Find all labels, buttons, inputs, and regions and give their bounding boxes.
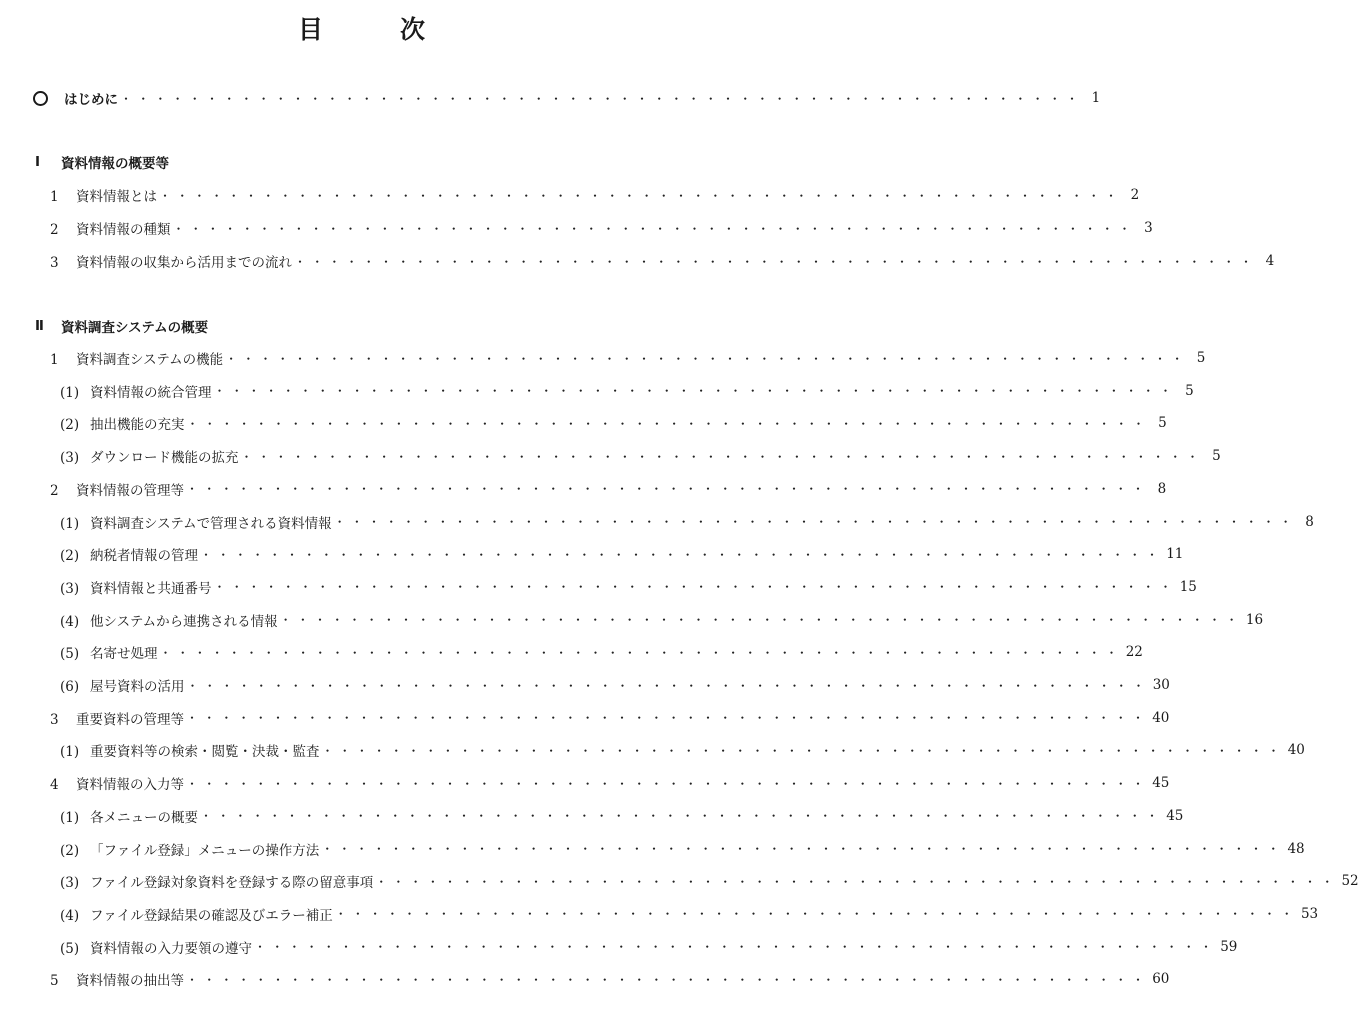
toc-entry-number: 3 (50, 711, 59, 728)
toc-entry[interactable] (0, 772, 1170, 794)
dot-leader: ・・・・・・・・・・・・・・・・・・・・・・・・・・・・・・・・・・・・・・・・・・・・・・・・・・・・・・・・ (186, 482, 1150, 497)
toc-entry-label: 各メニューの概要 (90, 809, 198, 826)
dot-leader: ・・・・・・・・・・・・・・・・・・・・・・・・・・・・・・・・・・・・・・・・・・・・・・・・・・・・・・・・ (186, 972, 1150, 987)
toc-entry[interactable] (0, 184, 1140, 206)
dot-leader: ・・・・・・・・・・・・・・・・・・・・・・・・・・・・・・・・・・・・・・・・・・・・・・・・・・・・・・・・ (240, 449, 1204, 464)
toc-entry-label: 資料情報の管理等 (76, 482, 184, 499)
toc-page-number: 5 (1196, 350, 1206, 366)
toc-page-number: 53 (1300, 905, 1319, 922)
toc-page-number: 48 (1287, 840, 1305, 857)
toc-entry-number: 1 (50, 352, 59, 368)
toc-entry-label: 資料情報の統合管理 (90, 384, 212, 401)
toc-entry-number: 2 (50, 482, 59, 499)
toc-page-number: 52 (1341, 873, 1359, 890)
toc-page-number: 5 (1185, 382, 1194, 399)
section-numeral: Ⅱ (35, 318, 44, 334)
toc-entry-label: 資料情報の収集から活用までの流れ (76, 255, 292, 271)
toc-page-number: 59 (1220, 938, 1238, 955)
toc-entry-number: (5) (60, 646, 80, 663)
toc-entry-intro[interactable] (0, 87, 1101, 109)
toc-page-number: 60 (1152, 971, 1170, 988)
toc-page-number: 4 (1265, 253, 1275, 269)
circle-bullet-icon (33, 91, 48, 106)
toc-entry[interactable] (0, 674, 1170, 696)
toc-page-number: 45 (1152, 775, 1170, 792)
toc-entry-number: (2) (60, 548, 80, 565)
dot-leader: ・・・・・・・・・・・・・・・・・・・・・・・・・・・・・・・・・・・・・・・・・・・・・・・・・・・・・・・・ (200, 809, 1164, 824)
toc-entry-label: 資料情報の抽出等 (76, 973, 184, 990)
toc-entry[interactable] (0, 250, 1275, 272)
toc-entry-number: 2 (50, 222, 59, 238)
dot-leader: ・・・・・・・・・・・・・・・・・・・・・・・・・・・・・・・・・・・・・・・・・・・・・・・・・・・・・・・・ (321, 743, 1285, 758)
title-part-2: 次 (400, 15, 428, 44)
toc-entry[interactable] (0, 347, 1206, 369)
toc-entry-label: はじめに (64, 92, 118, 108)
dot-leader: ・・・・・・・・・・・・・・・・・・・・・・・・・・・・・・・・・・・・・・・・・・・・・・・・・・・・・・・・ (321, 842, 1285, 856)
toc-page-number: 40 (1287, 742, 1305, 759)
toc-entry-number: (3) (60, 450, 80, 467)
toc-entry-number: (5) (60, 940, 80, 957)
dot-leader: ・・・・・・・・・・・・・・・・・・・・・・・・・・・・・・・・・・・・・・・・・・・・・・・・・・・・・・・・ (333, 515, 1297, 529)
dot-leader: ・・・・・・・・・・・・・・・・・・・・・・・・・・・・・・・・・・・・・・・・・・・・・・・・・・・・・・・・ (200, 547, 1164, 562)
toc-page-number: 5 (1212, 448, 1221, 465)
toc-entry[interactable] (0, 936, 1238, 958)
toc-entry-number: (2) (60, 417, 80, 434)
toc-entry[interactable] (0, 217, 1153, 239)
dot-leader: ・・・・・・・・・・・・・・・・・・・・・・・・・・・・・・・・・・・・・・・・・・・・・・・・・・・・・・・・ (254, 940, 1218, 955)
toc-entry-number: (4) (60, 613, 80, 630)
dot-leader: ・・・・・・・・・・・・・・・・・・・・・・・・・・・・・・・・・・・・・・・・・・・・・・・・・・・・・・・・ (159, 645, 1123, 660)
toc-entry-number: (3) (60, 580, 80, 597)
toc-entry[interactable] (0, 543, 1184, 565)
toc-page-number: 1 (1091, 90, 1101, 106)
toc-entry-label: 資料情報の種類 (76, 222, 171, 238)
toc-entry-label: 名寄せ処理 (90, 646, 158, 663)
toc-entry[interactable] (0, 412, 1167, 434)
toc-entry-number: 3 (50, 255, 59, 271)
toc-entry[interactable] (0, 511, 1314, 533)
toc-entry-number: (1) (60, 809, 80, 826)
toc-entry-label: 資料情報と共通番号 (90, 580, 212, 597)
dot-leader: ・・・・・・・・・・・・・・・・・・・・・・・・・・・・・・・・・・・・・・・・・・・・・・・・・・・・・・・・ (213, 384, 1177, 399)
toc-entry-number: 4 (50, 777, 59, 794)
toc-entry-label: 抽出機能の充実 (90, 417, 185, 434)
section-1-heading (0, 151, 679, 173)
toc-page-number: 16 (1245, 611, 1264, 628)
toc-entry[interactable] (0, 968, 1170, 990)
toc-entry-label: 他システムから連携される情報 (90, 613, 278, 630)
toc-page-number: 15 (1179, 578, 1197, 595)
section-2-heading (0, 315, 679, 337)
toc-entry-number: (2) (60, 842, 80, 859)
toc-entry-number: (3) (60, 875, 80, 892)
toc-page-number: 30 (1152, 677, 1170, 693)
toc-entry-label: 資料調査システムで管理される資料情報 (90, 515, 332, 532)
section-numeral: Ⅰ (35, 154, 41, 170)
toc-entry-number: (6) (60, 679, 80, 695)
toc-entry[interactable] (0, 838, 1305, 860)
toc-page-number: 11 (1166, 546, 1184, 563)
toc-page-number: 8 (1305, 513, 1314, 530)
toc-entry-label: 資料情報の入力等 (76, 777, 184, 794)
toc-entry-label: 資料情報の入力要領の遵守 (90, 940, 252, 957)
toc-entry-label: 納税者情報の管理 (90, 548, 198, 565)
toc-page-number: 3 (1144, 220, 1153, 236)
toc-entry-number: (1) (60, 744, 80, 761)
toc-entry[interactable] (0, 805, 1184, 827)
dot-leader: ・・・・・・・・・・・・・・・・・・・・・・・・・・・・・・・・・・・・・・・・・・・・・・・・・・・・・・・・ (334, 907, 1298, 922)
dot-leader: ・・・・・・・・・・・・・・・・・・・・・・・・・・・・・・・・・・・・・・・・・・・・・・・・・・・・・・・・ (375, 874, 1339, 889)
dot-leader: ・・・・・・・・・・・・・・・・・・・・・・・・・・・・・・・・・・・・・・・・・・・・・・・・・・・・・・・・ (172, 221, 1136, 236)
section-heading-text: 資料情報の概要等 (61, 156, 169, 172)
toc-entry-label: 重要資料等の検索・閲覧・決裁・監査 (90, 744, 320, 761)
toc-entry[interactable] (0, 380, 1194, 402)
dot-leader: ・・・・・・・・・・・・・・・・・・・・・・・・・・・・・・・・・・・・・・・・・・・・・・・・・・・・・・・・ (159, 188, 1123, 203)
toc-entry[interactable] (0, 445, 1221, 467)
dot-leader: ・・・・・・・・・・・・・・・・・・・・・・・・・・・・・・・・・・・・・・・・・・・・・・・・・・・・・・・・ (294, 254, 1258, 269)
toc-entry[interactable] (0, 870, 1359, 892)
toc-entry[interactable] (0, 609, 1264, 631)
toc-entry-label: ダウンロード機能の拡充 (90, 450, 239, 467)
toc-entry-number: (4) (60, 907, 80, 924)
toc-entry-number: 5 (50, 973, 59, 990)
toc-entry[interactable] (0, 576, 1197, 598)
dot-leader: ・・・・・・・・・・・・・・・・・・・・・・・・・・・・・・・・・・・・・・・・・・・・・・・・・・・・・・・・ (279, 613, 1243, 628)
toc-entry-label: 資料調査システムの機能 (76, 352, 224, 368)
dot-leader: ・・・・・・・・・・・・・・・・・・・・・・・・・・・・・・・・・・・・・・・・・・・・・・・・・・・・・・・・ (186, 776, 1150, 791)
toc-page-number: 8 (1157, 480, 1167, 497)
toc-entry-number: (1) (60, 515, 80, 532)
dot-leader: ・・・・・・・・・・・・・・・・・・・・・・・・・・・・・・・・・・・・・・・・・・・・・・・・・・・・・・・・ (186, 711, 1150, 726)
toc-entry[interactable] (0, 903, 1319, 925)
toc-entry-label: 資料情報とは (76, 189, 157, 205)
dot-leader: ・・・・・・・・・・・・・・・・・・・・・・・・・・・・・・・・・・・・・・・・・・・・・・・・・・・・・・・・ (186, 416, 1150, 431)
toc-entry[interactable] (0, 739, 1305, 761)
toc-page-number: 22 (1125, 644, 1143, 661)
toc-page-number: 5 (1158, 415, 1167, 432)
toc-entry-label: 重要資料の管理等 (76, 711, 184, 728)
toc-entry-label: ファイル登録結果の確認及びエラー補正 (90, 907, 333, 924)
dot-leader: ・・・・・・・・・・・・・・・・・・・・・・・・・・・・・・・・・・・・・・・・・・・・・・・・・・・・・・・・ (186, 678, 1150, 693)
toc-entry[interactable] (0, 478, 1167, 500)
section-heading-text: 資料調査システムの概要 (61, 320, 209, 336)
toc-page-number: 40 (1152, 709, 1170, 726)
toc-entry[interactable] (0, 641, 1143, 663)
toc-page-number: 2 (1130, 187, 1140, 203)
toc-entry-label: 屋号資料の活用 (90, 679, 185, 695)
dot-leader: ・・・・・・・・・・・・・・・・・・・・・・・・・・・・・・・・・・・・・・・・・・・・・・・・・・・・・・・・ (213, 580, 1177, 595)
toc-entry[interactable] (0, 707, 1170, 729)
dot-leader: ・・・・・・・・・・・・・・・・・・・・・・・・・・・・・・・・・・・・・・・・・・・・・・・・・・・・・・・・ (120, 91, 1084, 106)
dot-leader: ・・・・・・・・・・・・・・・・・・・・・・・・・・・・・・・・・・・・・・・・・・・・・・・・・・・・・・・・ (225, 351, 1189, 366)
title-part-1: 目 (298, 15, 326, 44)
toc-page-number: 45 (1166, 807, 1184, 824)
toc-entry-number: 1 (50, 189, 59, 205)
toc-entry-number: (1) (60, 384, 80, 401)
toc-entry-label: ファイル登録対象資料を登録する際の留意事項 (90, 875, 374, 892)
toc-entry-label: 「ファイル登録」メニューの操作方法 (90, 842, 320, 859)
